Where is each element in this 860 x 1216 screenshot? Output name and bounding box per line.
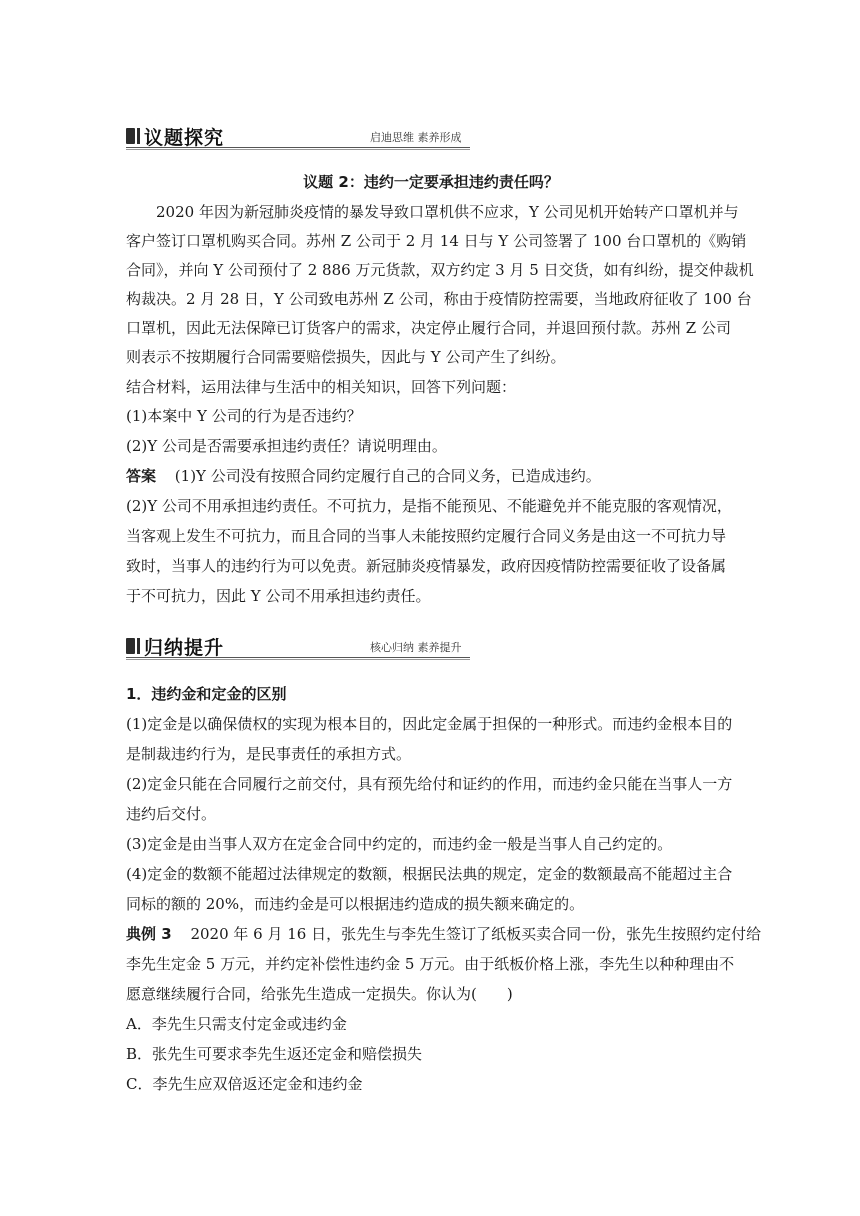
section-subtitle: 核心归纳 素养提升 bbox=[370, 641, 462, 654]
section-header-summary bbox=[126, 636, 470, 660]
summary-line: (3)定金是由当事人双方在定金合同中约定的，而违约金一般是当事人自己约定的。 bbox=[126, 835, 673, 853]
material-line: 2020 年因为新冠肺炎疫情的暴发导致口罩机供不应求，Y 公司见机开始转产口罩机并与 bbox=[156, 203, 739, 221]
answer-line: 致时，当事人的违约行为可以免责。新冠肺炎疫情暴发，政府因疫情防控需要征收了设备属 bbox=[126, 557, 727, 575]
answer-label: 答案 bbox=[126, 467, 157, 485]
material-line: 客户签订口罩机购买合同。苏州 Z 公司于 2 月 14 日与 Y 公司签署了 100 台口罩机的《购销 bbox=[126, 232, 747, 250]
summary-heading: 1．违约金和定金的区别 bbox=[126, 685, 287, 703]
option-b: B．张先生可要求李先生返还定金和赔偿损失 bbox=[126, 1045, 423, 1063]
summary-line: (4)定金的数额不能超过法律规定的数额，根据民法典的规定，定金的数额最高不能超过主合 bbox=[126, 865, 733, 883]
section-header-inquiry bbox=[126, 126, 470, 150]
material-line: 口罩机，因此无法保障已订货客户的需求，决定停止履行合同，并退回预付款。苏州 Z 公司 bbox=[126, 319, 731, 337]
example-line: 李先生定金 5 万元，并约定补偿性违约金 5 万元。由于纸板价格上涨，李先生以种种理由不 bbox=[126, 955, 735, 973]
answer-line: (2)Y 公司不用承担违约责任。不可抗力，是指不能预见、不能避免并不能克服的客观情况， bbox=[126, 497, 732, 515]
material-line: 合同》，并向 Y 公司预付了 2 886 万元货款，双方约定 3 月 5 日交货，如有纠纷，提交仲裁机 bbox=[126, 261, 754, 279]
question-prompt: 结合材料，运用法律与生活中的相关知识，回答下列问题： bbox=[126, 378, 517, 396]
answer-line: 于不可抗力，因此 Y 公司不用承担违约责任。 bbox=[126, 587, 431, 605]
example-label: 典例 3 bbox=[126, 925, 172, 943]
answer-line bbox=[126, 466, 601, 486]
material-line: 则表示不按期履行合同需要赔偿损失，因此与 Y 公司产生了纠纷。 bbox=[126, 348, 566, 366]
divider bbox=[126, 659, 470, 660]
section-marker-icon bbox=[126, 128, 135, 144]
summary-line: 违约后交付。 bbox=[126, 805, 217, 823]
divider bbox=[126, 149, 470, 150]
example-line bbox=[126, 924, 761, 944]
topic-heading: 议题 2：违约一定要承担违约责任吗？ bbox=[303, 173, 559, 191]
question-item: (2)Y 公司是否需要承担违约责任？请说明理由。 bbox=[126, 437, 447, 455]
summary-line: (1)定金是以确保债权的实现为根本目的，因此定金属于担保的一种形式。而违约金根本目的 bbox=[126, 715, 733, 733]
option-c: C．李先生应双倍返还定金和违约金 bbox=[126, 1075, 363, 1093]
answer-text: (1)Y 公司没有按照合同约定履行自己的合同义务，已造成违约。 bbox=[174, 467, 601, 485]
material-line: 构裁决。2 月 28 日，Y 公司致电苏州 Z 公司，称由于疫情防控需要，当地政府征收了 100 台 bbox=[126, 290, 752, 308]
section-marker-icon bbox=[126, 638, 135, 654]
summary-line: 同标的额的 20%，而违约金是可以根据违约造成的损失额来确定的。 bbox=[126, 895, 585, 913]
answer-line: 当客观上发生不可抗力，而且合同的当事人未能按照约定履行合同义务是由这一不可抗力导 bbox=[126, 527, 727, 545]
section-title: 归纳提升 bbox=[144, 637, 225, 659]
section-title: 议题探究 bbox=[144, 127, 225, 149]
example-text: 2020 年 6 月 16 日，张先生与李先生签订了纸板买卖合同一份，张先生按照约定付给 bbox=[190, 925, 762, 943]
summary-line: 是制裁违约行为，是民事责任的承担方式。 bbox=[126, 745, 412, 763]
section-subtitle: 启迪思维 素养形成 bbox=[370, 131, 462, 144]
summary-line: (2)定金只能在合同履行之前交付，具有预先给付和证约的作用，而违约金只能在当事人一方 bbox=[126, 775, 733, 793]
divider bbox=[126, 147, 470, 148]
option-a: A．李先生只需支付定金或违约金 bbox=[126, 1015, 347, 1033]
divider bbox=[126, 657, 470, 658]
question-item: (1)本案中 Y 公司的行为是否违约？ bbox=[126, 407, 362, 425]
example-line: 愿意继续履行合同，给张先生造成一定损失。你认为( ) bbox=[126, 985, 513, 1003]
